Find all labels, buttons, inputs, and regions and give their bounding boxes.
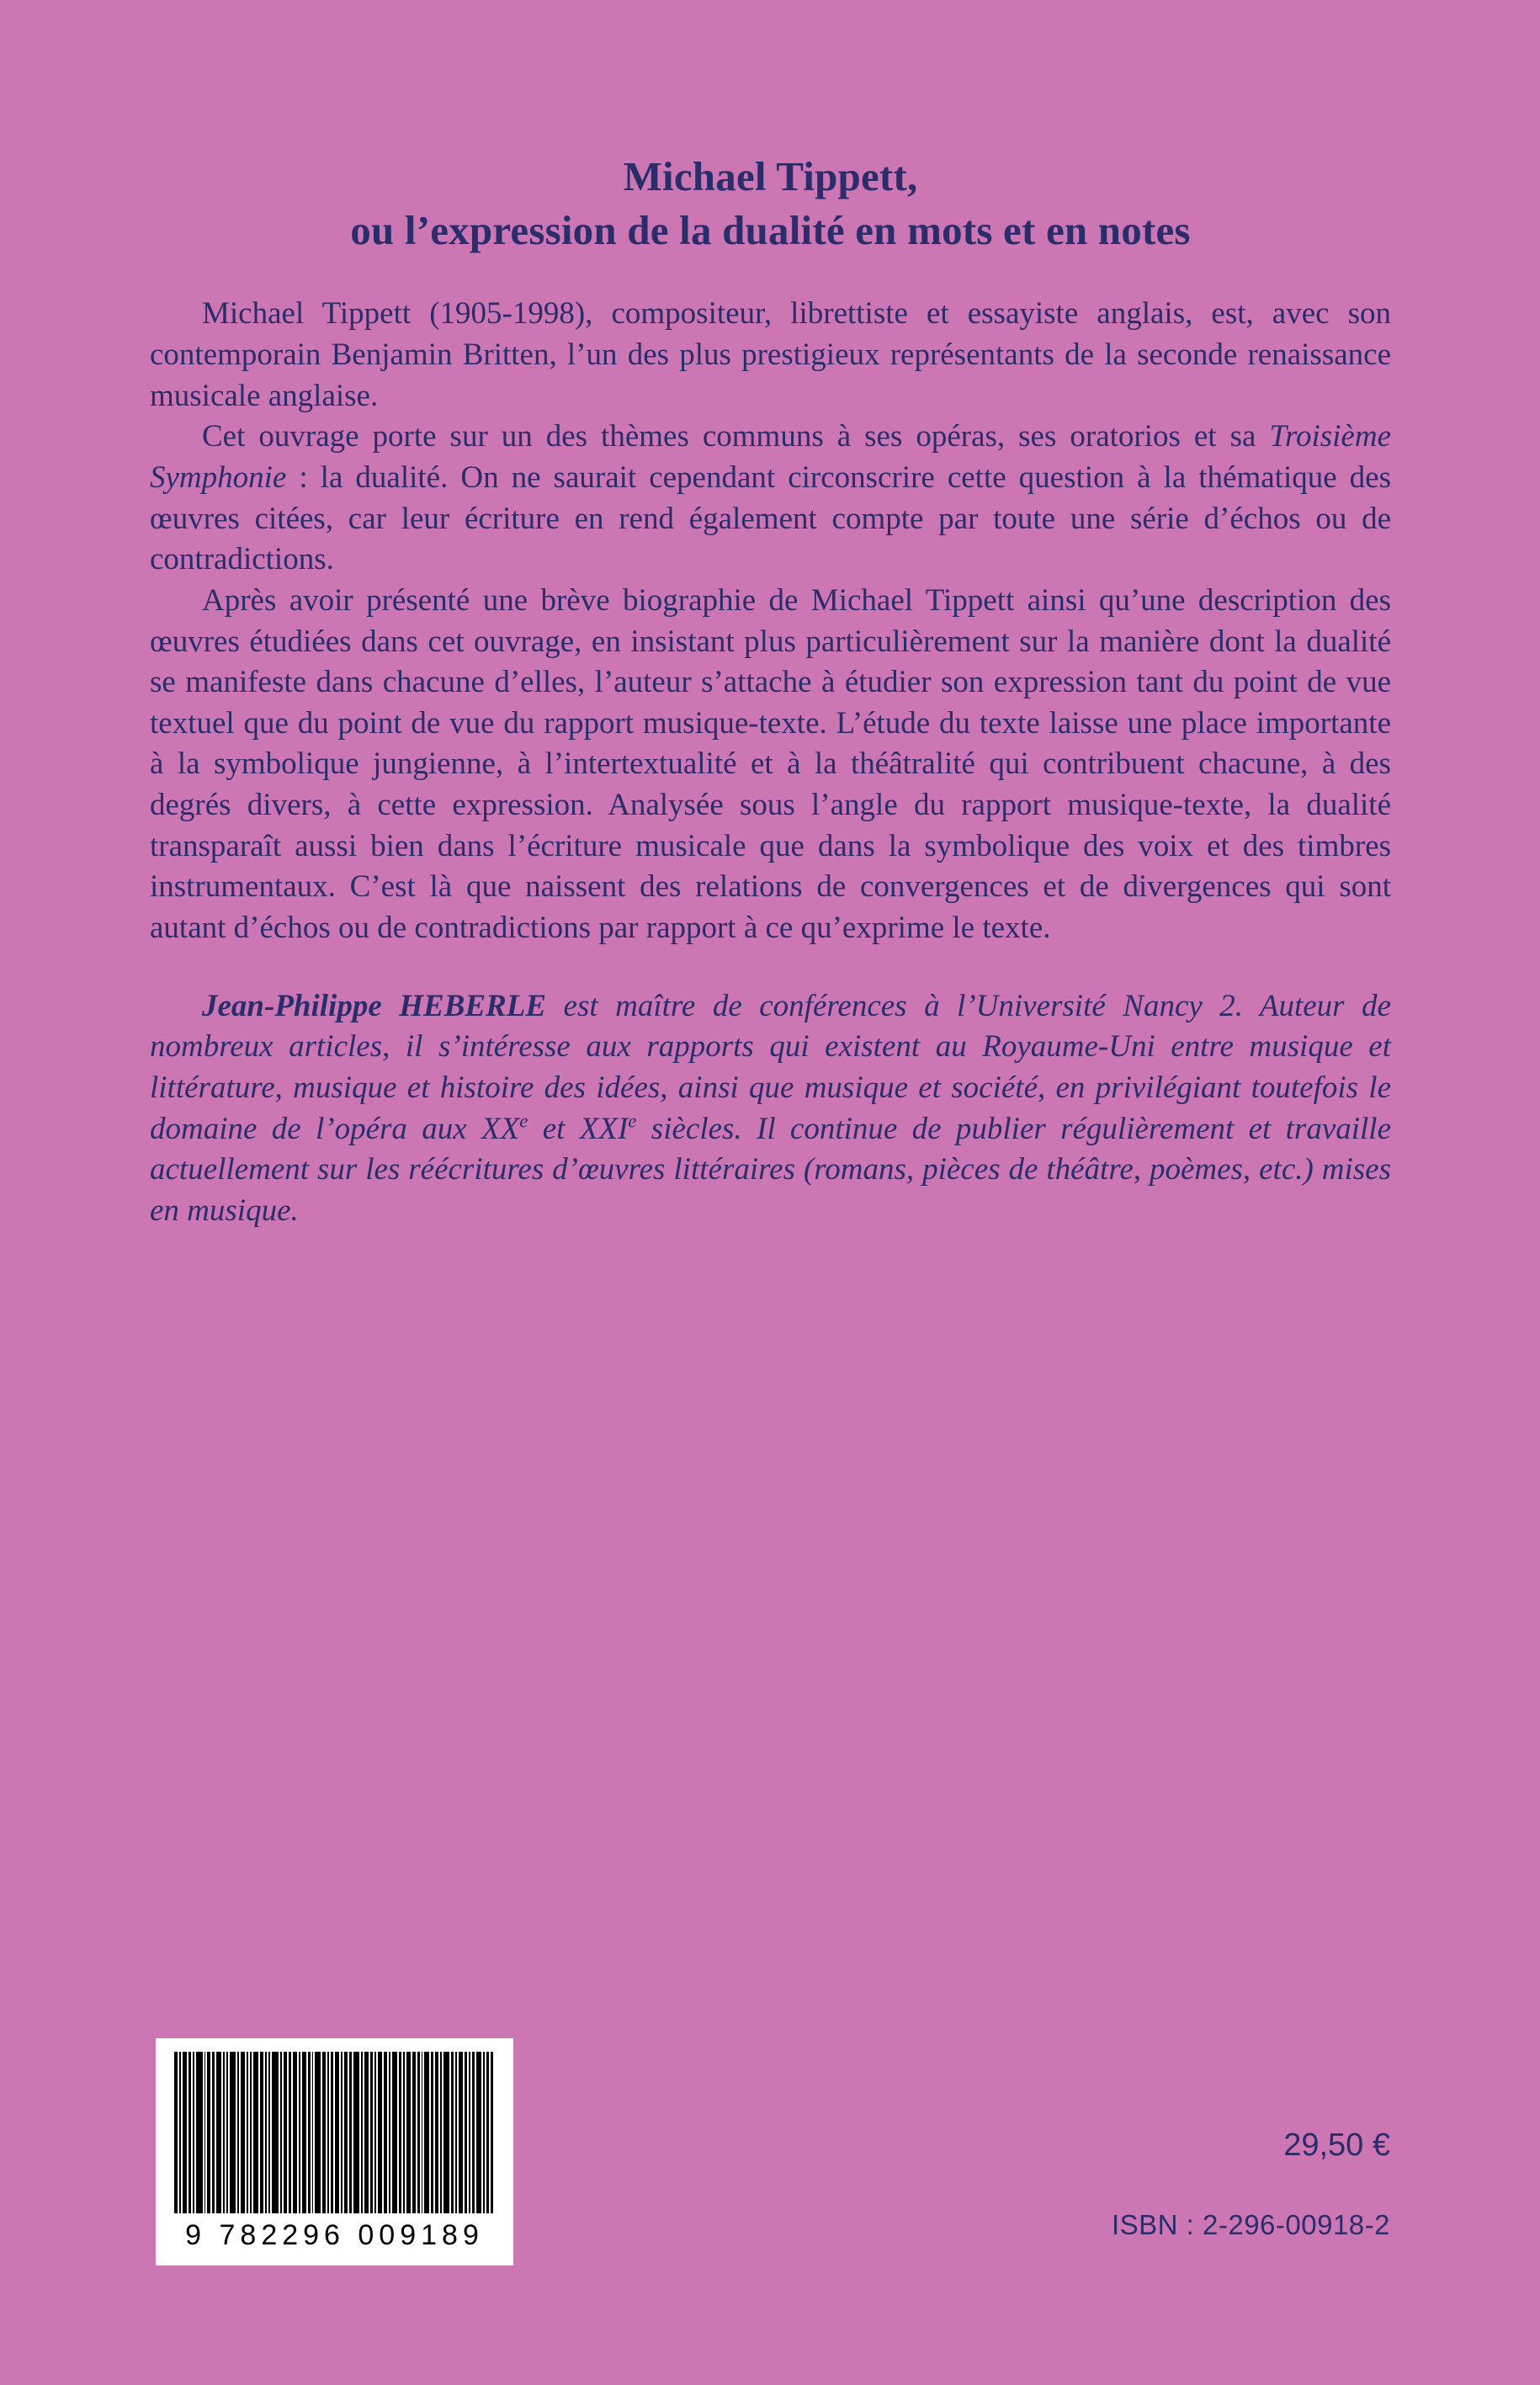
author-bio: [150, 986, 1391, 1232]
work-title-troisieme-symphonie: Troisième Symphonie: [150, 419, 1391, 495]
title-line-1: Michael Tippett,: [623, 153, 918, 199]
barcode-bars: [174, 2052, 495, 2213]
isbn-label: ISBN : 2-296-00918-2: [1111, 2209, 1390, 2240]
blurb-paragraph-3: Après avoir présenté une brève biographie de Michael Tippett ainsi qu’une description des œuvres étudiées dans cet ouvrage, en insistant plus particulièrement sur la manière dont la dualité se manifeste dans chacune d’elles, l’auteur s’attache à étudier son expression tant du point de vue textuel que du point de vue du rapport musique-texte. L’étude du texte laisse une place importante à la symbolique jungienne, à l’intertextualité et à la théâtralité qui contribuent chacune, à des degrés divers, à cette expression. Analysée sous l’angle du rapport musique-texte, la dualité transparaît aussi bien dans l’écriture musicale que dans la symbolique des voix et des timbres instrumentaux. C’est là que naissent des relations de convergences et de divergences qui sont autant d’échos ou de contradictions par rapport à ce qu’exprime le texte.: [150, 582, 1391, 945]
barcode-digits: 9 782296 009189: [185, 2219, 484, 2251]
cover-content: [150, 150, 1391, 1231]
author-bio-paragraph: [150, 986, 1391, 1232]
century-21: XXI: [579, 1111, 629, 1146]
author-name: Jean-Philippe HEBERLE: [202, 988, 547, 1023]
century-20: XX: [481, 1111, 520, 1146]
blurb-paragraph-1: Michael Tippett (1905-1998), compositeur, librettiste et essayiste anglais, est, avec son contemporain Benjamin Britten, l’un des plus prestigieux représentants de la seconde renaissance musicale anglaise.: [150, 296, 1391, 413]
blurb-paragraph-2-part-a: Cet ouvrage porte sur un des thèmes communs à ses opéras, ses oratorios et sa: [202, 419, 1270, 454]
barcode: [156, 2038, 513, 2265]
author-bio-part-1: est maître de conférences à l’Université Nancy 2. Auteur de nombreux articles, il s’intéresse aux rapports qui existent au Royaume-Uni entre musique et littérature, musique et histoire des idées, ainsi que musique et société, en privilégiant toutefois le domaine de l’opéra aux: [150, 988, 1391, 1146]
author-bio-mid: et: [528, 1111, 580, 1146]
price-label: 29,50 €: [1283, 2127, 1390, 2163]
blurb-paragraph-2: [150, 417, 1391, 581]
blurb-paragraph-2-part-b: : la dualité. On ne saurait cependant circonscrire cette question à la thématique des œuvres citées, car leur écriture en rend également compte par toute une série d’échos ou de contradictions.: [150, 459, 1391, 577]
century-21-suffix: e: [628, 1110, 637, 1132]
blurb-text: [150, 294, 1391, 948]
title-line-2: ou l’expression de la dualité en mots et en notes: [350, 206, 1191, 253]
author-bio-part-2: siècles. Il continue de publier régulièrement et travaille actuellement sur les réécritures d’œuvres littéraires (romans, pièces de théâtre, poèmes, etc.) mises en musique.: [150, 1111, 1391, 1228]
page-title: [150, 150, 1391, 257]
century-20-suffix: e: [519, 1110, 528, 1132]
